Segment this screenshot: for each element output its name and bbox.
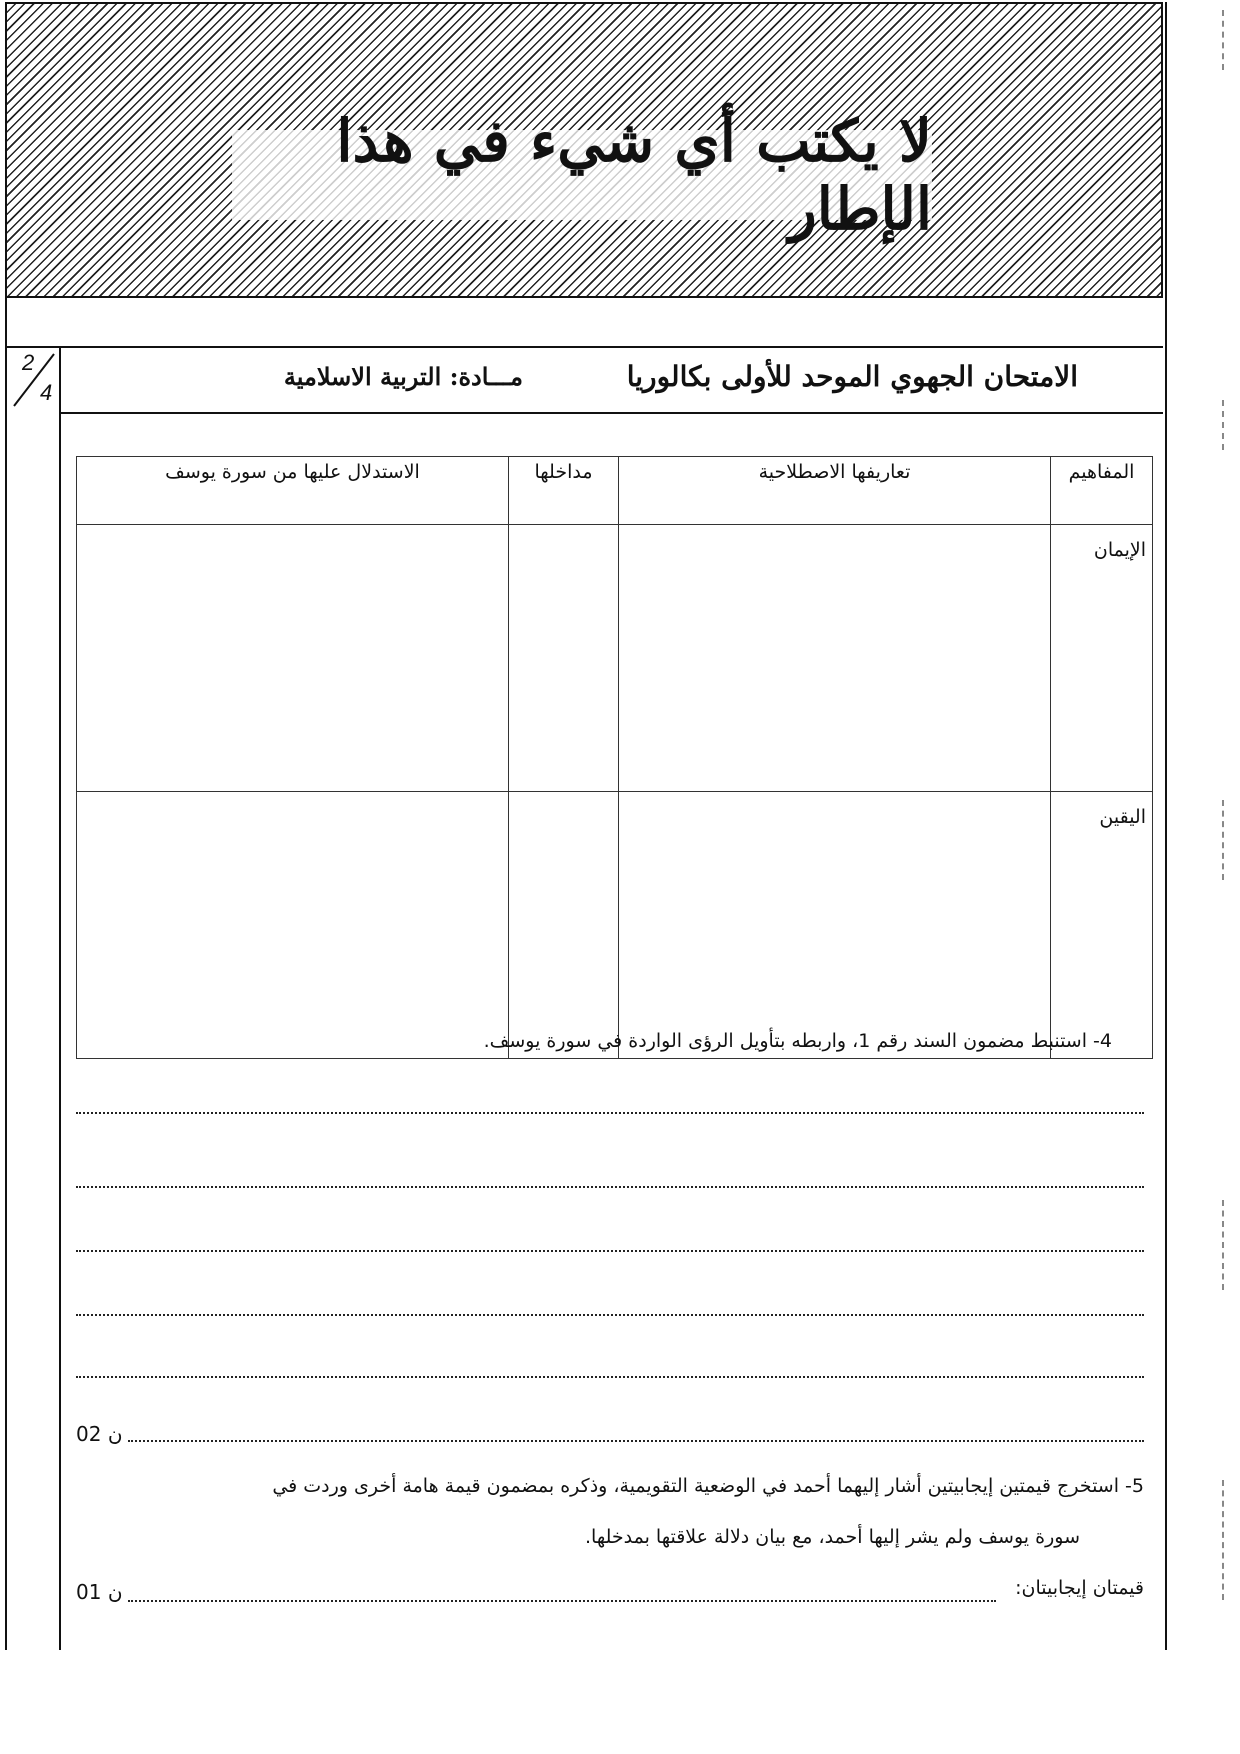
exam-header bbox=[61, 348, 1163, 414]
concept-cell: الإيمان bbox=[1051, 525, 1153, 792]
answer-line[interactable] bbox=[76, 1250, 1144, 1252]
margin-column bbox=[5, 348, 61, 1650]
subject-label: مـــادة: التربية الاسلامية bbox=[283, 362, 523, 391]
entry-answer-cell[interactable] bbox=[509, 792, 619, 1059]
scan-mark bbox=[1222, 1480, 1226, 1600]
question-4-score: 02 ن bbox=[76, 1422, 123, 1446]
answer-line[interactable] bbox=[76, 1112, 1144, 1114]
page-number bbox=[8, 350, 60, 410]
no-write-warning: لا يكتب أي شيء في هذا الإطار bbox=[232, 130, 932, 220]
table-row bbox=[77, 792, 1153, 1059]
header-evidence: الاستدلال عليها من سورة يوسف bbox=[77, 457, 509, 525]
concepts-table bbox=[76, 456, 1153, 1059]
answer-line[interactable] bbox=[76, 1186, 1144, 1188]
definition-answer-cell[interactable] bbox=[619, 525, 1051, 792]
header-concepts: المفاهيم bbox=[1051, 457, 1153, 525]
evidence-answer-cell[interactable] bbox=[77, 792, 509, 1059]
answer-line[interactable] bbox=[76, 1314, 1144, 1316]
page-total: 4 bbox=[40, 380, 53, 405]
header-definitions: تعاريفها الاصطلاحية bbox=[619, 457, 1051, 525]
answer-line[interactable] bbox=[128, 1440, 1144, 1442]
evidence-answer-cell[interactable] bbox=[77, 525, 509, 792]
entry-answer-cell[interactable] bbox=[509, 525, 619, 792]
page-current: 2 bbox=[22, 350, 35, 375]
question-5-score: 01 ن bbox=[76, 1580, 123, 1604]
no-write-hatched-box bbox=[5, 2, 1163, 298]
question-5-label: قيمتان إيجابيتان: bbox=[1015, 1577, 1144, 1599]
scan-margin-marks bbox=[1222, 0, 1226, 1754]
question-5-line-1: 5- استخرج قيمتين إيجابيتين أشار إليهما أحمد في الوضعية التقويمية، وذكره بمضمون قيمة هامة أخرى وردت في bbox=[272, 1475, 1144, 1497]
concept-cell: اليقين bbox=[1051, 792, 1153, 1059]
scan-mark bbox=[1222, 400, 1226, 450]
answer-line[interactable] bbox=[76, 1376, 1144, 1378]
question-5-line-2: سورة يوسف ولم يشر إليها أحمد، مع بيان دلالة علاقتها بمدخلها. bbox=[585, 1526, 1080, 1548]
header-entries: مداخلها bbox=[509, 457, 619, 525]
answer-line[interactable] bbox=[128, 1600, 996, 1602]
scan-mark bbox=[1222, 10, 1226, 70]
scan-mark bbox=[1222, 800, 1226, 880]
table-header-row bbox=[77, 457, 1153, 525]
definition-answer-cell[interactable] bbox=[619, 792, 1051, 1059]
exam-title: الامتحان الجهوي الموحد للأولى بكالوريا bbox=[626, 360, 1078, 393]
scan-mark bbox=[1222, 1200, 1226, 1290]
table-row bbox=[77, 525, 1153, 792]
question-4: 4- استنبط مضمون السند رقم 1، واربطه بتأويل الرؤى الواردة في سورة يوسف. bbox=[483, 1030, 1112, 1052]
blank-band bbox=[5, 298, 1163, 348]
